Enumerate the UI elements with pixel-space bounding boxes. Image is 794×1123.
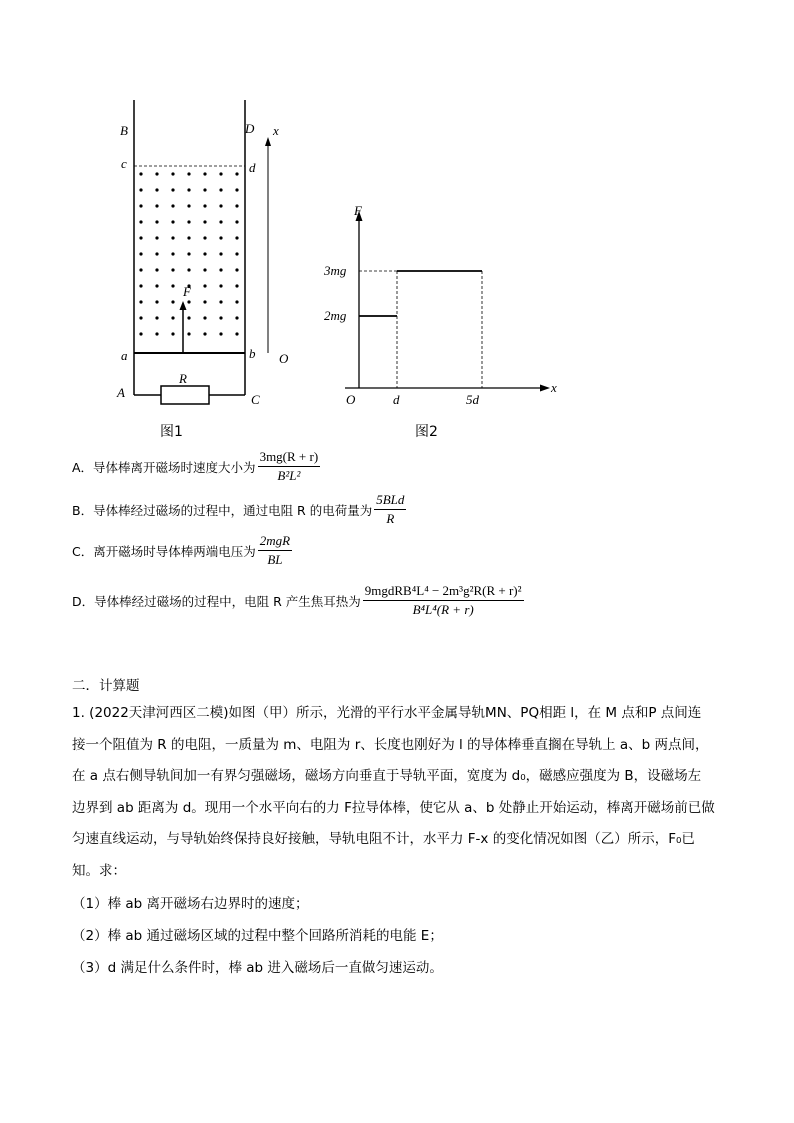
field-dot [139,300,142,303]
field-dot [219,252,222,255]
option-b-text: B．导体棒经过磁场的过程中，通过电阻 R 的电荷量为 [72,502,373,518]
field-dot [219,268,222,271]
field-dot [203,332,206,335]
field-dot [171,204,174,207]
field-dot [203,284,206,287]
field-dot [171,300,174,303]
figure-2-graph [315,198,565,410]
problem-line: 匀速直线运动，与导轨始终保持良好接触，导轨电阻不计，水平力 F-x 的变化情况如图（乙）所示，F₀已 [72,831,695,847]
axis-label-F: F [354,203,362,218]
field-dot [171,252,174,255]
field-dot [155,188,158,191]
field-dot [139,236,142,239]
field-dot [235,236,238,239]
option-d-fraction [363,583,524,618]
option-c-fraction [258,533,292,568]
field-dot [171,236,174,239]
field-dot [219,300,222,303]
option-c-text: C．离开磁场时导体棒两端电压为 [72,543,256,559]
field-dot [235,252,238,255]
field-dot [187,172,190,175]
field-dot [155,204,158,207]
problem-line: 1. (2022天津河西区二模)如图（甲）所示，光滑的平行水平金属导轨MN、PQ相距 l，在 M 点和P 点间连 [72,705,702,721]
field-dot [203,252,206,255]
field-dot [203,236,206,239]
option-d-numerator: 9mgdRB⁴L⁴ − 2m³g²R(R + r)² [363,583,524,601]
label-b: b [249,346,256,361]
option-a-numerator: 3mg(R + r) [258,449,321,467]
option-b-denominator: R [386,511,395,526]
tick-label-5d: 5d [466,392,479,407]
field-dot [171,172,174,175]
field-dot [155,284,158,287]
option-a-fraction [258,449,321,484]
field-dot [203,220,206,223]
field-dot [203,188,206,191]
origin-label: O [346,392,356,407]
label-C: C [251,392,260,405]
field-dot [155,268,158,271]
option-a-text: A．导体棒离开磁场时速度大小为 [72,459,256,475]
field-dot [219,284,222,287]
axis-label-x: x [551,380,557,395]
label-D: D [245,121,255,136]
problem-line: 边界到 ab 距离为 d。现用一个水平向右的力 F拉导体棒，使它从 a、b 处静止开始运动，棒离开磁场前已做 [72,799,715,816]
label-F: F [183,284,191,299]
magnetic-field-dots [139,172,238,335]
field-dot [155,332,158,335]
label-a: a [121,348,128,363]
label-B: B [120,123,128,138]
label-A: A [117,385,125,400]
field-dot [203,268,206,271]
field-dot [139,188,142,191]
field-dot [187,268,190,271]
field-dot [235,172,238,175]
label-x: x [273,123,279,138]
field-dot [235,332,238,335]
question-1: （1）棒 ab 离开磁场右边界时的速度； [72,896,309,912]
field-dot [171,316,174,319]
field-dot [139,284,142,287]
field-dot [171,220,174,223]
option-b-fraction [374,492,406,527]
label-O: O [279,351,289,366]
field-dot [203,300,206,303]
field-dot [235,316,238,319]
field-dot [203,204,206,207]
field-dot [219,332,222,335]
field-dot [139,172,142,175]
field-dot [187,188,190,191]
field-dot [139,268,142,271]
option-d-text: D．导体棒经过磁场的过程中，电阻 R 产生焦耳热为 [72,593,361,609]
tick-label-d: d [393,392,400,407]
option-d [72,583,524,618]
figure-1-caption: 图1 [160,424,183,440]
problem-line: 在 a 点右侧导轨间加一有界匀强磁场，磁场方向垂直于导轨平面，宽度为 d₀，磁感应强度为 B，设磁场左 [72,768,702,784]
field-dot [139,252,142,255]
option-c-numerator: 2mgR [258,533,292,551]
field-dot [235,300,238,303]
tick-label-3mg: 3mg [324,263,347,278]
field-dot [171,188,174,191]
label-d: d [249,160,256,175]
field-dot [187,236,190,239]
tick-label-2mg: 2mg [324,308,347,323]
field-dot [155,220,158,223]
figure-2-caption: 图2 [415,424,438,440]
question-3: （3）d 满足什么条件时，棒 ab 进入磁场后一直做匀速运动。 [72,960,443,976]
field-dot [219,204,222,207]
field-dot [219,220,222,223]
field-dot [219,236,222,239]
option-a-denominator: B²L² [277,468,301,483]
option-b [72,492,406,527]
option-c [72,533,292,568]
problem-statement [72,698,724,887]
field-dot [235,268,238,271]
field-dot [235,188,238,191]
option-a [72,449,320,484]
field-dot [235,204,238,207]
resistor [161,386,209,404]
field-dot [155,316,158,319]
problem-line: 知。求： [72,862,126,879]
field-dot [235,220,238,223]
option-c-denominator: BL [267,552,283,567]
field-dot [139,316,142,319]
field-dot [235,284,238,287]
field-dot [187,252,190,255]
field-dot [155,300,158,303]
label-c: c [121,156,127,171]
field-dot [203,316,206,319]
field-dot [171,284,174,287]
field-dot [187,220,190,223]
field-dot [203,172,206,175]
field-dot [139,220,142,223]
option-d-denominator: B⁴L⁴(R + r) [412,602,474,617]
question-2: （2）棒 ab 通过磁场区域的过程中整个回路所消耗的电能 E； [72,928,443,944]
field-dot [155,252,158,255]
figure-1-diagram [105,95,305,405]
field-dot [219,172,222,175]
field-dot [187,332,190,335]
field-dot [219,188,222,191]
field-dot [171,268,174,271]
field-dot [171,332,174,335]
field-dot [139,204,142,207]
section-title: 二．计算题 [72,678,140,694]
field-dot [139,332,142,335]
option-b-numerator: 5BLd [374,492,406,510]
field-dot [155,236,158,239]
field-dot [219,316,222,319]
field-dot [187,300,190,303]
field-dot [187,204,190,207]
field-dot [155,172,158,175]
problem-line: 接一个阻值为 R 的电阻，一质量为 m、电阻为 r、长度也刚好为 l 的导体棒垂直搁在导轨上 a、b 两点间， [72,736,709,753]
field-dot [187,316,190,319]
label-R: R [179,371,187,386]
